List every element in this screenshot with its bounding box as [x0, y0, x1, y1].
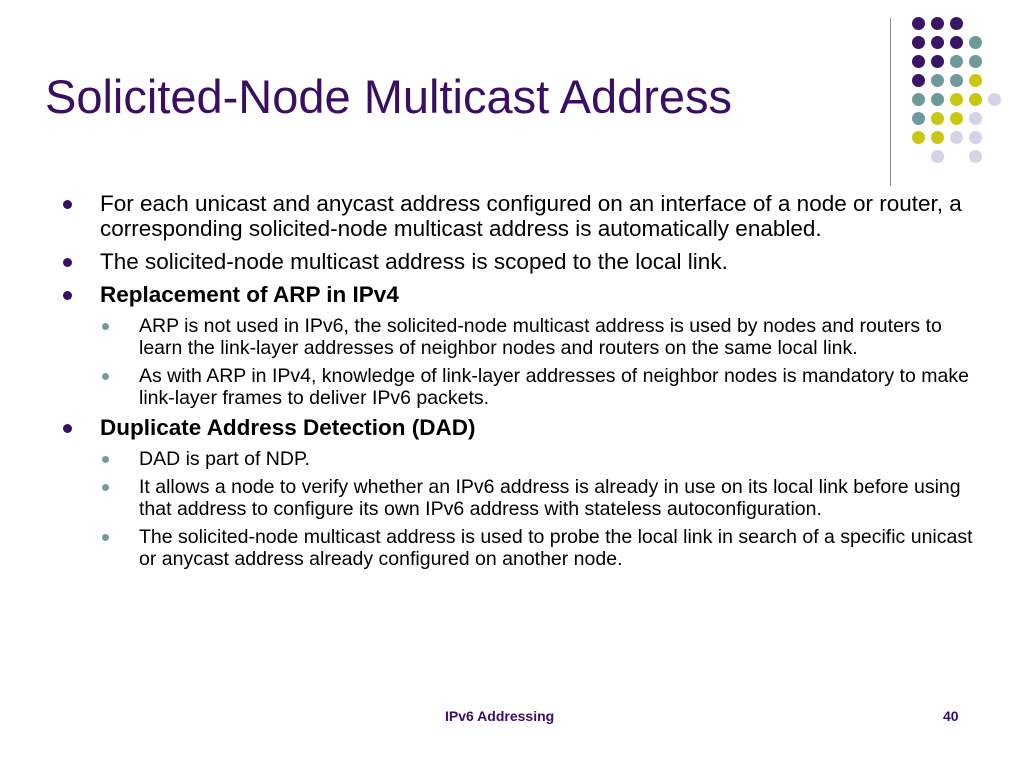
- sub-bullet-dot-icon: [102, 373, 109, 380]
- sub-bullet-item: [58, 526, 978, 570]
- section-heading-dad: [58, 415, 978, 440]
- dot: [969, 55, 982, 68]
- sub-bullet-text: The solicited-node multicast address is used to probe the local link in search of a specific unicast or anycast address already configured on another node.: [139, 526, 973, 570]
- sub-bullet-item: [58, 365, 978, 409]
- dot: [912, 74, 925, 87]
- dot: [969, 150, 982, 163]
- dot: [950, 74, 963, 87]
- sub-bullet-item: [58, 476, 978, 520]
- sub-bullet-dot-icon: [102, 534, 109, 541]
- page-number: 40: [943, 708, 959, 724]
- dot: [950, 131, 963, 144]
- bullet-text: The solicited-node multicast address is scoped to the local link.: [100, 249, 728, 274]
- dot: [912, 55, 925, 68]
- bullet-dot-icon: [63, 424, 72, 433]
- dot: [950, 93, 963, 106]
- footer-title: IPv6 Addressing: [445, 708, 555, 724]
- section-heading-arp: [58, 282, 978, 307]
- dot: [950, 36, 963, 49]
- dot: [950, 55, 963, 68]
- dot: [950, 112, 963, 125]
- dot: [950, 17, 963, 30]
- dot: [969, 112, 982, 125]
- dot: [912, 112, 925, 125]
- sub-bullet-text: It allows a node to verify whether an IPv6 address is already in use on its local link before using that address to configure its own IPv6 address with stateless autoconfiguration.: [139, 476, 961, 520]
- sub-bullet-text: DAD is part of NDP.: [139, 448, 310, 470]
- slide-title: Solicited-Node Multicast Address: [45, 70, 733, 123]
- title-divider: [890, 18, 891, 186]
- dot: [931, 36, 944, 49]
- dot: [969, 74, 982, 87]
- dot: [931, 74, 944, 87]
- sub-bullet-dot-icon: [102, 484, 109, 491]
- bullet-dot-icon: [63, 258, 72, 267]
- bullet-text: Duplicate Address Detection (DAD): [100, 415, 476, 440]
- dot: [969, 131, 982, 144]
- bullet-item: [58, 191, 978, 241]
- slide-body: [58, 191, 978, 576]
- sub-bullet-item: [58, 315, 978, 359]
- dot: [988, 93, 1001, 106]
- dot: [969, 93, 982, 106]
- bullet-text: Replacement of ARP in IPv4: [100, 282, 399, 307]
- dot: [931, 17, 944, 30]
- sub-bullet-dot-icon: [102, 456, 109, 463]
- dot: [969, 36, 982, 49]
- dot: [931, 150, 944, 163]
- bullet-dot-icon: [63, 291, 72, 300]
- dot: [912, 17, 925, 30]
- dot: [912, 131, 925, 144]
- sub-bullet-item: [58, 448, 978, 470]
- dot: [931, 93, 944, 106]
- bullet-text: For each unicast and anycast address configured on an interface of a node or router, a corresponding solicited-node multicast address is automatically enabled.: [100, 191, 962, 241]
- dot: [931, 55, 944, 68]
- dot: [912, 93, 925, 106]
- sub-bullet-text: ARP is not used in IPv6, the solicited-node multicast address is used by nodes and routers to learn the link-layer addresses of neighbor nodes and routers on the same local link.: [139, 315, 942, 359]
- dot: [931, 112, 944, 125]
- dot: [931, 131, 944, 144]
- dot: [912, 36, 925, 49]
- bullet-dot-icon: [63, 200, 72, 209]
- bullet-item: [58, 249, 978, 274]
- sub-bullet-dot-icon: [102, 323, 109, 330]
- sub-bullet-text: As with ARP in IPv4, knowledge of link-layer addresses of neighbor nodes is mandatory to make link-layer frames to deliver IPv6 packets.: [139, 365, 969, 409]
